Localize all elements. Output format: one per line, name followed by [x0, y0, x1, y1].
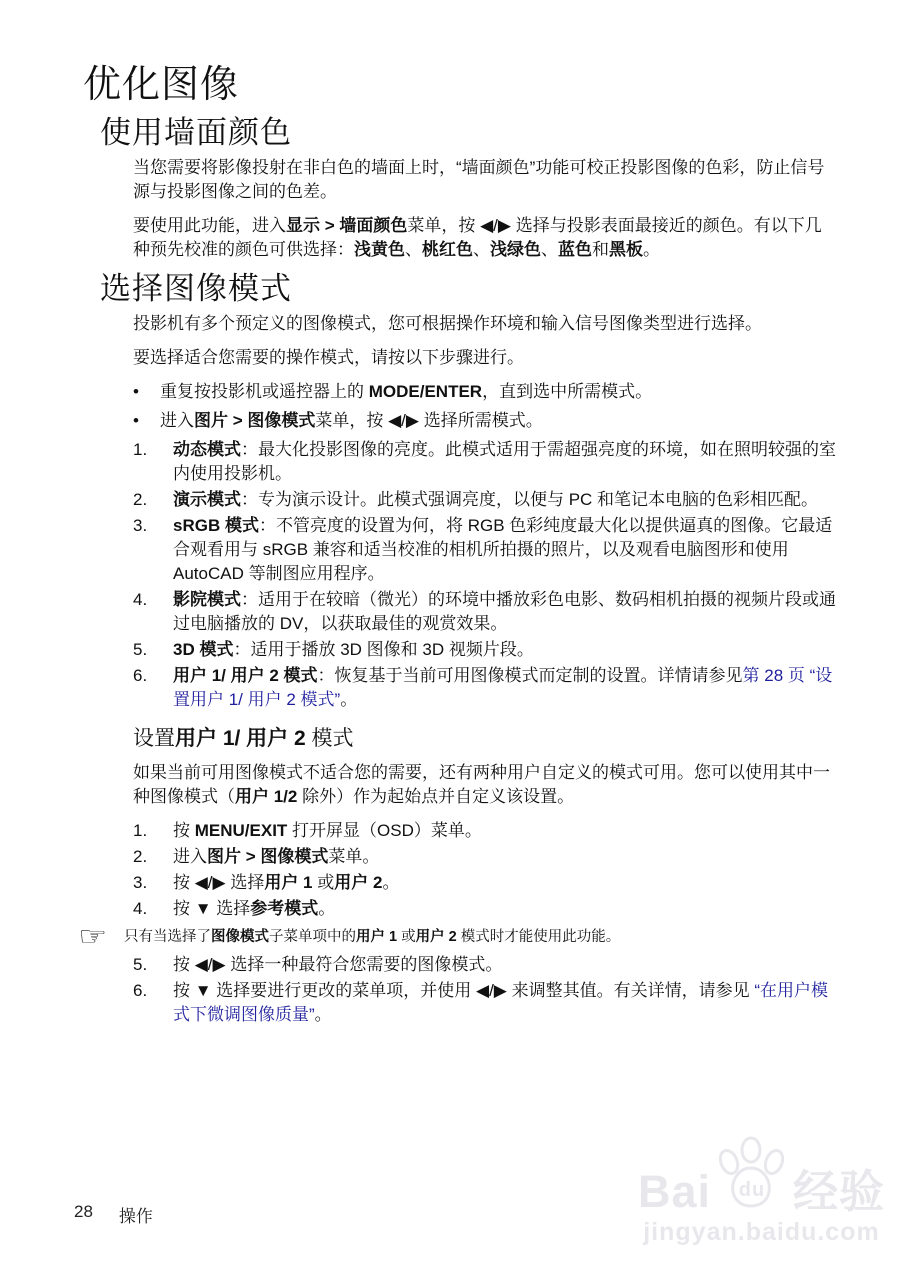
list-number: 3. — [133, 873, 148, 893]
watermark-brand-right: 经验 — [792, 1166, 885, 1217]
watermark-brand-left: Bai — [637, 1166, 711, 1217]
text-run: 子菜单项中的 — [269, 929, 356, 946]
step-item — [133, 953, 838, 977]
bullet-marker: • — [133, 381, 139, 401]
list-number: 3. — [133, 515, 148, 535]
text-run: 图片 > 图像模式 — [194, 410, 316, 430]
text-run: 用户 1/ 用户 2 模式 — [173, 665, 318, 685]
note-text — [124, 925, 620, 947]
section-picture-mode — [78, 270, 843, 1027]
step-item — [133, 845, 838, 869]
list-number: 5. — [133, 955, 148, 975]
text-run: 如果当前可用图像模式不适合您的需要，还有两种用户自定义的模式可用。您可以使用其中一种图像模式（ — [133, 763, 830, 807]
baidu-jingyan-watermark — [638, 1136, 885, 1247]
text-run: 黑板 — [609, 239, 643, 259]
list-number: 1. — [133, 821, 148, 841]
text-run: 用户 2 — [415, 929, 457, 946]
user-mode-steps-5-6 — [133, 953, 838, 1027]
page-footer — [74, 1202, 153, 1227]
text-run: 或 — [312, 873, 335, 893]
text-run: 只有当选择了 — [124, 929, 211, 946]
text-run: 模式时才能使用此功能。 — [456, 929, 621, 946]
text-run: 要选择适合您需要的操作模式，请按以下步骤进行。 — [133, 347, 524, 367]
text-run: ：不管亮度的设置为何，将 RGB 色彩纯度最大化以提供逼真的图像。它最适合观看用与 sRGB 兼容和适当校准的相机所拍摄的照片，以及观看电脑图形和使用 AutoCAD 等制图应用程序。 — [173, 515, 833, 583]
text-run: 用户 1 — [356, 929, 398, 946]
page-content — [78, 64, 843, 1029]
user-mode-steps-1-4 — [133, 819, 838, 921]
text-run: 浅绿色 — [490, 239, 541, 259]
note-block — [78, 921, 848, 952]
text-run: 、 — [405, 239, 422, 259]
bullet-text — [160, 409, 543, 433]
cross-reference-link[interactable]: “在用户模式下微调图像质量” — [173, 981, 828, 1025]
baidu-paw-icon — [713, 1136, 791, 1214]
text-run: ：专为演示设计。此模式强调亮度，以便与 PC 和笔记本电脑的色彩相匹配。 — [241, 489, 819, 509]
step-text — [173, 979, 838, 1027]
text-run: 。 — [318, 899, 336, 919]
step-text — [173, 819, 838, 843]
text-run: 投影机有多个预定义的图像模式，您可根据操作环境和输入信号图像类型进行选择。 — [133, 313, 762, 333]
picture-mode-heading: 选择图像模式 — [100, 270, 292, 306]
text-run: 设置 — [133, 726, 175, 750]
text-run: 。 — [382, 873, 400, 893]
step-text — [173, 953, 838, 977]
text-run: ：适用于在较暗（微光）的环境中播放彩色电影、数码相机拍摄的视频片段或通过电脑播放的 DV，以获取最佳的观赏效果。 — [173, 589, 836, 633]
picture-mode-paragraph-1 — [133, 312, 833, 336]
mode-item-text — [173, 638, 838, 662]
text-run: 用户 1 — [264, 873, 313, 893]
list-number: 6. — [133, 665, 148, 685]
page-number: 28 — [74, 1202, 93, 1221]
list-number: 5. — [133, 639, 148, 659]
text-run: 。 — [643, 239, 660, 259]
text-run: 要使用此功能，进入 — [133, 215, 286, 235]
text-run: 、 — [473, 239, 490, 259]
list-number: 4. — [133, 899, 148, 919]
text-run: ，直到选中所需模式。 — [482, 381, 653, 401]
watermark-brand — [637, 1136, 885, 1217]
text-run: 模式 — [305, 726, 354, 750]
text-run: 除外）作为起始点并自定义该设置。 — [297, 787, 575, 807]
bullet-text — [160, 380, 652, 404]
text-run: 图片 > 图像模式 — [207, 847, 329, 867]
user-mode-heading — [133, 726, 843, 751]
mode-item-cinema — [133, 588, 838, 636]
mode-item-text — [173, 438, 838, 486]
text-run: 用户 1/ 用户 2 — [175, 726, 306, 750]
list-item — [133, 380, 833, 404]
list-number: 2. — [133, 847, 148, 867]
text-run: 图像模式 — [211, 929, 269, 946]
text-run: 重复按投影机或遥控器上的 — [160, 381, 369, 401]
mode-item-text — [173, 488, 838, 512]
picture-mode-list — [133, 438, 838, 712]
watermark-url: jingyan.baidu.com — [643, 1218, 880, 1246]
mode-item-srgb — [133, 514, 838, 586]
text-run: ：恢复基于当前可用图像模式而定制的设置。详情请参见 — [317, 665, 743, 685]
text-run: 蓝色 — [558, 239, 592, 259]
step-text — [173, 871, 838, 895]
mode-item-user — [133, 664, 838, 712]
text-run: 打开屏显（OSD）菜单。 — [287, 821, 482, 841]
text-run: 进入 — [160, 410, 194, 430]
step-item — [133, 897, 838, 921]
wall-color-paragraph-1 — [133, 156, 833, 204]
text-run: 按 — [173, 821, 195, 841]
text-run: 。 — [340, 689, 358, 709]
page-title: 优化图像 — [83, 64, 240, 106]
list-item — [133, 409, 833, 433]
watermark-paw-text: du — [738, 1179, 766, 1201]
text-run: 或 — [397, 929, 416, 946]
step-text — [173, 845, 838, 869]
step-item — [133, 871, 838, 895]
text-run: 按 ▼ 选择 — [173, 899, 251, 919]
text-run: 演示模式 — [173, 489, 241, 509]
list-number: 2. — [133, 489, 148, 509]
text-run: 菜单。 — [328, 847, 380, 867]
text-run: 用户 2 — [334, 873, 383, 893]
bullet-marker: • — [133, 410, 139, 430]
text-run: 。 — [314, 1005, 332, 1025]
list-number: 1. — [133, 439, 148, 459]
text-run: MENU/EXIT — [194, 821, 288, 841]
list-number: 4. — [133, 589, 148, 609]
text-run: 按 ▼ 选择要进行更改的菜单项，并使用 ◀/▶ 来调整其值。有关详情，请参见 — [173, 981, 755, 1001]
text-run: 用户 1/2 — [235, 787, 298, 807]
text-run: 桃红色 — [422, 239, 473, 259]
picture-mode-paragraph-2 — [133, 346, 833, 370]
text-run: 进入 — [173, 847, 207, 867]
mode-item-presentation — [133, 488, 838, 512]
step-text — [173, 897, 838, 921]
step-item — [133, 819, 838, 843]
text-run: 浅黄色 — [354, 239, 405, 259]
text-run: MODE/ENTER — [368, 381, 483, 401]
text-run: 、 — [541, 239, 558, 259]
wall-color-paragraph-2 — [133, 214, 833, 262]
cross-reference-link[interactable]: 第 28 页 “设置用户 1/ 用户 2 模式” — [173, 665, 833, 709]
wall-color-heading: 使用墙面颜色 — [100, 114, 292, 150]
text-run: 和 — [592, 239, 609, 259]
list-number: 6. — [133, 981, 148, 1001]
text-run: 显示 > 墙面颜色 — [286, 215, 408, 235]
mode-item-text — [173, 588, 838, 636]
text-run: 菜单，按 ◀/▶ 选择与投影表面最接近的颜色。有以下几种预先校准的颜色可供选择： — [133, 215, 822, 259]
mode-item-3d — [133, 638, 838, 662]
text-run: ：最大化投影图像的亮度。此模式适用于需超强亮度的环境，如在照明较强的室内使用投影机。 — [173, 439, 836, 483]
text-run: 按 ◀/▶ 选择 — [173, 873, 265, 893]
text-run: ：适用于播放 3D 图像和 3D 视频片段。 — [233, 639, 534, 659]
mode-item-dynamic — [133, 438, 838, 486]
picture-mode-bullet-list — [133, 380, 833, 433]
text-run: 按 ◀/▶ 选择一种最符合您需要的图像模式。 — [173, 955, 503, 975]
mode-item-text — [173, 514, 838, 586]
chapter-name: 操作 — [118, 1207, 153, 1226]
text-run: 动态模式 — [173, 439, 241, 459]
step-item — [133, 979, 838, 1027]
text-run: sRGB 模式 — [173, 515, 259, 535]
text-run: 参考模式 — [250, 899, 319, 919]
mode-item-text — [173, 664, 838, 712]
text-run: 菜单，按 ◀/▶ 选择所需模式。 — [315, 410, 543, 430]
pointing-hand-icon: ☞ — [78, 921, 108, 952]
section-wall-color — [83, 116, 843, 262]
text-run: 3D 模式 — [173, 639, 234, 659]
text-run: 当您需要将影像投射在非白色的墙面上时，“墙面颜色”功能可校正投影图像的色彩，防止信号源与投影图像之间的色差。 — [133, 157, 825, 201]
user-mode-paragraph — [133, 761, 833, 809]
text-run: 影院模式 — [173, 589, 241, 609]
